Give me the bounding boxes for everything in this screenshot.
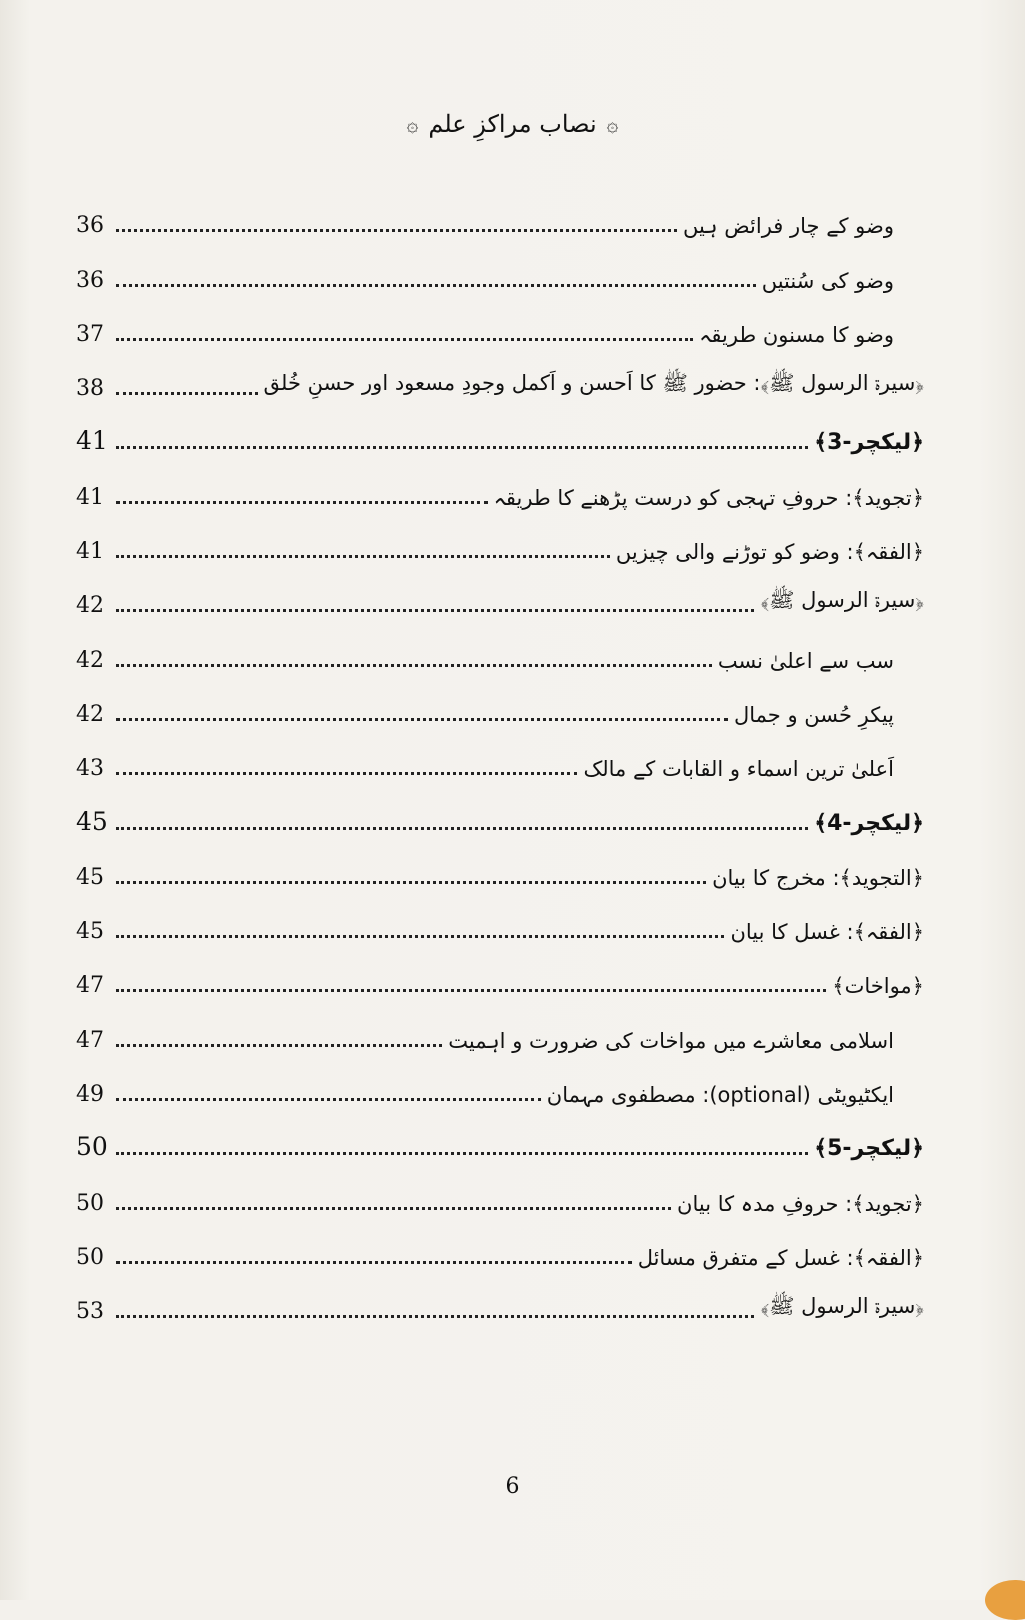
toc-entry (76, 950, 924, 1004)
dot-leader (116, 284, 756, 287)
toc-entry-title: ﴿التجوید﴾: مخرج کا بیان (712, 865, 924, 890)
page-number: 6 (505, 1474, 520, 1499)
toc-entry-page: 50 (76, 1132, 108, 1162)
toc-entry-title: ﴿لیکچر-5﴾ (814, 1136, 924, 1162)
toc-entry-title: ﴿لیکچر-3﴾ (814, 430, 924, 456)
toc-entry-title: ﴿تجوید﴾: حروفِ مدہ کا بیان (677, 1191, 924, 1216)
toc-entry-title: ﴿سیرۃ الرسول ﷺ﴾ (760, 588, 924, 613)
dot-leader (116, 827, 808, 830)
toc-entry-title: وضو کے چار فرائض ہیں (682, 214, 894, 239)
toc-entry-page: 42 (76, 701, 104, 727)
header-title: نصاب مراکزِ علم (428, 110, 597, 138)
dot-leader (116, 338, 693, 341)
toc-entry (76, 1113, 924, 1167)
toc-entry-page: 42 (76, 593, 104, 619)
toc-entry-title: ﴿سیرۃ الرسول ﷺ﴾: حضور ﷺ کا اَحسن و اَکمل وجودِ مسعود اور حسنِ خُلق (263, 371, 924, 396)
running-header (0, 110, 1025, 138)
toc-entry-page: 53 (76, 1299, 104, 1325)
dot-leader (116, 772, 577, 775)
toc-entry-page: 36 (76, 213, 104, 239)
toc-entry-page: 47 (76, 1027, 104, 1053)
dot-leader (116, 989, 826, 992)
toc-entry (76, 896, 924, 950)
dot-leader (116, 1207, 671, 1210)
toc-entry (76, 787, 924, 841)
toc-entry-page: 45 (76, 806, 108, 836)
toc-entry (76, 679, 924, 733)
toc-entry-title: ﴿الفقہ﴾: غسل کا بیان (730, 920, 924, 945)
toc-entry (76, 1167, 924, 1221)
toc-entry-title: ایکٹیویٹی (optional): مصطفوی مہمان (546, 1083, 894, 1108)
toc-entry-page: 50 (76, 1190, 104, 1216)
toc-entry (76, 407, 924, 461)
dot-leader (116, 501, 488, 504)
toc-entry (76, 570, 924, 624)
toc-entry-page: 50 (76, 1244, 104, 1270)
table-of-contents (76, 190, 924, 1330)
toc-entry (76, 190, 924, 244)
toc-entry (76, 733, 924, 787)
toc-entry (76, 516, 924, 570)
toc-entry-page: 47 (76, 973, 104, 999)
toc-entry-page: 45 (76, 864, 104, 890)
toc-entry-title: ﴿الفقہ﴾: غسل کے متفرق مسائل (637, 1245, 924, 1270)
dot-leader (116, 555, 610, 558)
toc-entry-title: پیکرِ حُسن و جمال (733, 702, 894, 727)
dot-leader (116, 881, 706, 884)
toc-entry-page: 45 (76, 919, 104, 945)
toc-entry-title: وضو کی سُنتیں (761, 268, 894, 293)
toc-entry (76, 244, 924, 298)
toc-entry-page: 43 (76, 756, 104, 782)
toc-entry-page: 41 (76, 484, 104, 510)
toc-entry-page: 41 (76, 539, 104, 565)
header-ornament-right: ۞ (606, 112, 619, 136)
header-ornament-left: ۞ (406, 112, 419, 136)
toc-entry (76, 353, 924, 407)
dot-leader (116, 1044, 442, 1047)
dot-leader (116, 229, 677, 232)
toc-entry-title: اسلامی معاشرے میں مواخات کی ضرورت و اہمیت (448, 1028, 894, 1053)
toc-entry-title: سب سے اعلیٰ نسب (717, 648, 894, 673)
toc-entry (76, 1059, 924, 1113)
dot-leader (116, 1098, 541, 1101)
toc-entry-title: وضو کا مسنون طریقہ (699, 322, 894, 347)
dot-leader (116, 1152, 808, 1155)
toc-entry-page: 41 (76, 426, 108, 456)
toc-entry (76, 624, 924, 678)
dot-leader (116, 446, 808, 449)
toc-entry (76, 842, 924, 896)
page-corner-mark (985, 1580, 1025, 1620)
dot-leader (116, 1315, 754, 1318)
toc-entry (76, 461, 924, 515)
toc-entry-page: 49 (76, 1082, 104, 1108)
dot-leader (116, 392, 258, 395)
toc-entry-page: 38 (76, 376, 104, 402)
dot-leader (116, 1261, 632, 1264)
dot-leader (116, 718, 728, 721)
toc-entry-title: ﴿لیکچر-4﴾ (814, 810, 924, 836)
dot-leader (116, 935, 724, 938)
toc-entry-title: ﴿سیرۃ الرسول ﷺ﴾ (760, 1294, 924, 1319)
toc-entry-title: ﴿مواخات﴾ (832, 974, 924, 999)
toc-entry-page: 36 (76, 267, 104, 293)
dot-leader (116, 609, 754, 612)
toc-entry-title: اَعلیٰ ترین اسماء و القابات کے مالک (583, 757, 894, 782)
toc-entry-title: ﴿الفقہ﴾: وضو کو توڑنے والی چیزیں (615, 540, 924, 565)
toc-entry-title: ﴿تجوید﴾: حروفِ تہجی کو درست پڑھنے کا طریقہ (493, 485, 924, 510)
toc-entry-page: 42 (76, 647, 104, 673)
toc-entry-page: 37 (76, 321, 104, 347)
toc-entry (76, 1222, 924, 1276)
toc-entry (76, 299, 924, 353)
toc-entry (76, 1004, 924, 1058)
toc-entry (76, 1276, 924, 1330)
dot-leader (116, 664, 712, 667)
